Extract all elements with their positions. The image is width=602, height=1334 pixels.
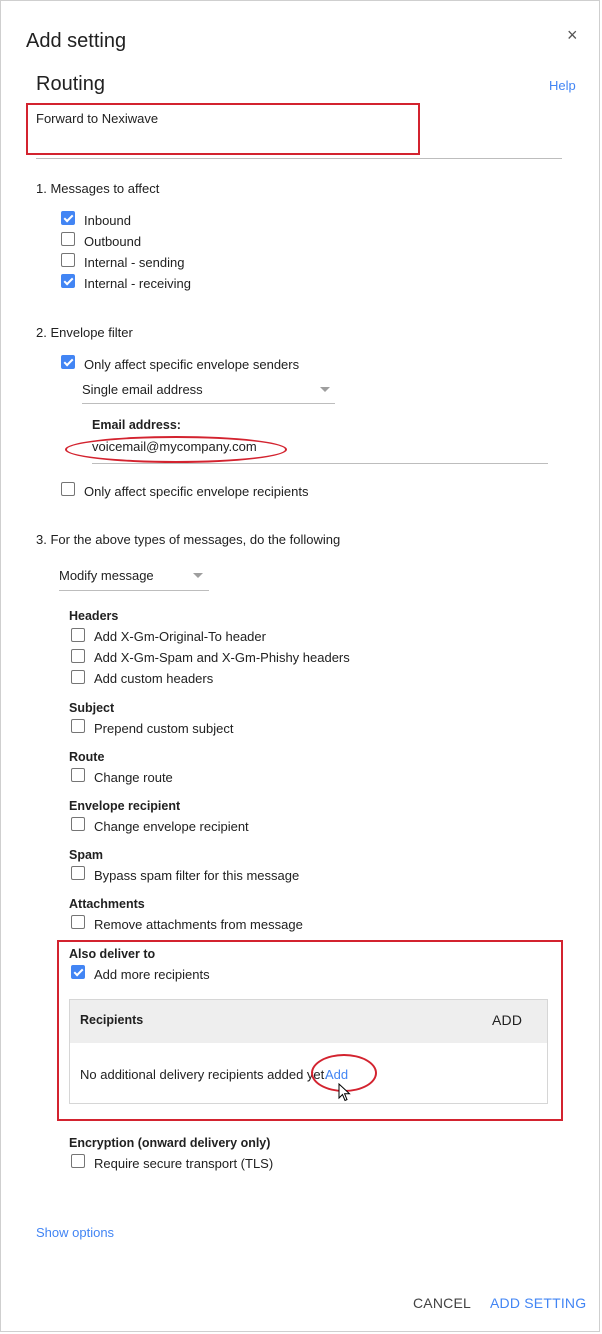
- headers-title: Headers: [69, 609, 119, 623]
- checkbox-internal-receiving[interactable]: [61, 274, 75, 288]
- label-inbound: Inbound: [84, 213, 131, 228]
- dropdown-underline: [59, 590, 209, 591]
- label-add-more-recipients: Add more recipients: [94, 967, 210, 982]
- section-envelope-filter: 2. Envelope filter: [36, 325, 133, 340]
- label-remove-attachments: Remove attachments from message: [94, 917, 303, 932]
- checkbox-prepend-subject[interactable]: [71, 719, 85, 733]
- also-deliver-title: Also deliver to: [69, 947, 156, 961]
- checkbox-original-to-header[interactable]: [71, 628, 85, 642]
- add-recipient-button[interactable]: ADD: [492, 1012, 523, 1028]
- sender-type-value: Single email address: [82, 382, 203, 397]
- section-actions: 3. For the above types of messages, do the following: [36, 532, 341, 547]
- checkbox-envelope-senders[interactable]: [61, 355, 75, 369]
- label-change-envelope-recipient: Change envelope recipient: [94, 819, 249, 834]
- action-type-dropdown[interactable]: [59, 565, 209, 591]
- chevron-down-icon: [320, 387, 330, 392]
- chevron-down-icon: [193, 573, 203, 578]
- checkbox-outbound[interactable]: [61, 232, 75, 246]
- annotation-ellipse-email: [65, 436, 287, 463]
- label-prepend-subject: Prepend custom subject: [94, 721, 234, 736]
- email-field-underline: [92, 463, 548, 464]
- checkbox-spam-phishy-headers[interactable]: [71, 649, 85, 663]
- cancel-button[interactable]: CANCEL: [413, 1295, 471, 1311]
- help-link[interactable]: Help: [549, 78, 576, 93]
- action-type-value: Modify message: [59, 568, 154, 583]
- email-address-field[interactable]: voicemail@mycompany.com: [92, 439, 257, 454]
- checkbox-change-envelope-recipient[interactable]: [71, 817, 85, 831]
- label-require-tls: Require secure transport (TLS): [94, 1156, 274, 1171]
- checkbox-custom-headers[interactable]: [71, 670, 85, 684]
- sender-type-dropdown[interactable]: [82, 379, 335, 405]
- subject-title: Subject: [69, 701, 115, 715]
- spam-title: Spam: [69, 848, 104, 862]
- add-recipient-link[interactable]: Add: [325, 1067, 349, 1082]
- recipients-header-label: Recipients: [80, 1013, 144, 1027]
- encryption-title: Encryption (onward delivery only): [69, 1136, 271, 1150]
- checkbox-internal-sending[interactable]: [61, 253, 75, 267]
- label-custom-headers: Add custom headers: [94, 671, 214, 686]
- checkbox-envelope-recipients[interactable]: [61, 482, 75, 496]
- add-setting-button[interactable]: ADD SETTING: [490, 1295, 587, 1311]
- dropdown-underline: [82, 403, 335, 404]
- attachments-title: Attachments: [69, 897, 145, 911]
- dialog-title: Add setting: [26, 30, 127, 52]
- label-spam-phishy-headers: Add X-Gm-Spam and X-Gm-Phishy headers: [94, 650, 350, 665]
- label-outbound: Outbound: [84, 234, 142, 249]
- checkbox-require-tls[interactable]: [71, 1154, 85, 1168]
- annotation-rectangle-name: [26, 103, 420, 155]
- email-address-label: Email address:: [92, 418, 181, 432]
- route-title: Route: [69, 750, 105, 764]
- label-internal-sending: Internal - sending: [84, 255, 185, 270]
- section-messages-to-affect: 1. Messages to affect: [36, 181, 160, 196]
- checkbox-inbound[interactable]: [61, 211, 75, 225]
- label-original-to-header: Add X-Gm-Original-To header: [94, 629, 266, 644]
- envelope-recipient-title: Envelope recipient: [69, 799, 181, 813]
- show-options-link[interactable]: Show options: [36, 1225, 115, 1240]
- annotation-rectangle-also-deliver: [57, 940, 563, 1121]
- label-internal-receiving: Internal - receiving: [84, 276, 191, 291]
- checkbox-change-route[interactable]: [71, 768, 85, 782]
- no-recipients-text: No additional delivery recipients added yet.: [80, 1067, 328, 1082]
- label-envelope-recipients: Only affect specific envelope recipients: [84, 484, 309, 499]
- checkbox-bypass-spam[interactable]: [71, 866, 85, 880]
- label-envelope-senders: Only affect specific envelope senders: [84, 357, 300, 372]
- mouse-cursor-icon: [338, 1083, 351, 1103]
- label-bypass-spam: Bypass spam filter for this message: [94, 868, 300, 883]
- checkbox-remove-attachments[interactable]: [71, 915, 85, 929]
- name-input-underline: [36, 158, 562, 159]
- label-change-route: Change route: [94, 770, 173, 785]
- close-icon[interactable]: ×: [567, 25, 578, 45]
- section-heading-routing: Routing: [36, 73, 105, 95]
